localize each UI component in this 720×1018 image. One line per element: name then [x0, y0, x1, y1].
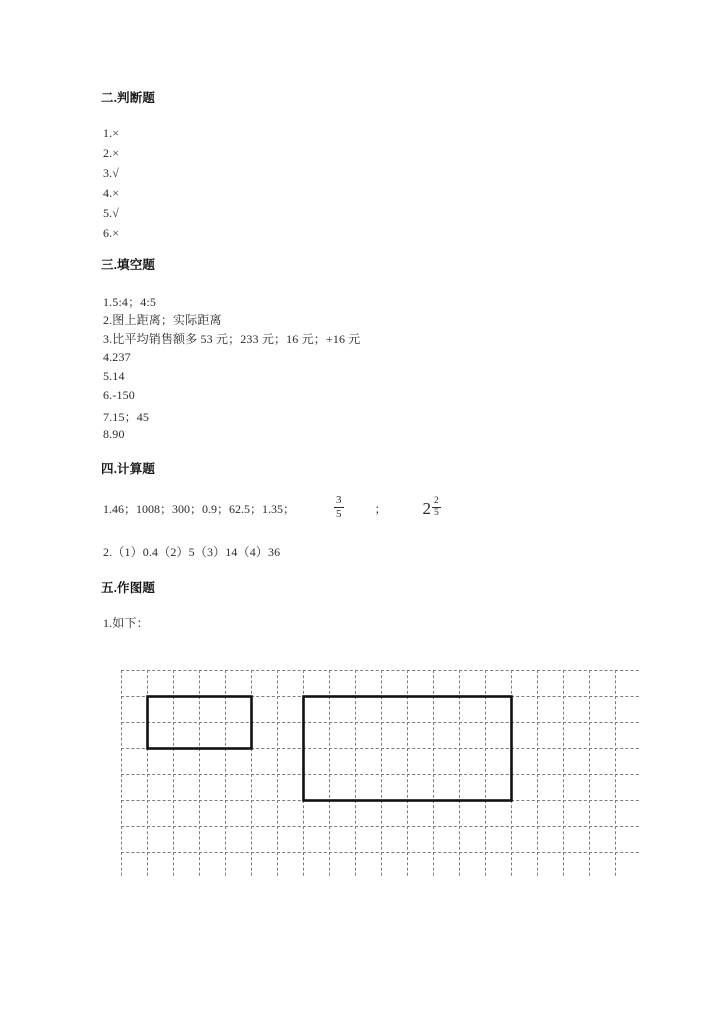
calculation-row-1-prefix: 1.46；1008；300；0.9；62.5；1.35；	[103, 502, 296, 516]
calculation-row-1	[103, 496, 442, 521]
judgement-item-2: 2.×	[103, 146, 120, 160]
fraction-three-fifths	[334, 495, 344, 520]
fill-in-blank-item-8: 8.90	[103, 427, 125, 441]
mixed-whole-part: 2	[422, 498, 432, 518]
judgement-item-5: 5.√	[103, 206, 120, 220]
fill-in-blank-item-6: 6.-150	[103, 388, 135, 402]
judgement-item-6: 6.×	[103, 226, 120, 240]
fraction-denominator: 5	[336, 508, 342, 520]
section-title-drawing: 五.作图题	[101, 581, 156, 595]
fill-in-blank-item-2: 2.图上距离；实际距离	[103, 313, 222, 327]
section-title-fill-in-blank: 三.填空题	[101, 258, 156, 272]
fill-in-blank-item-3: 3.比平均销售额多 53 元；233 元；16 元；+16 元	[103, 332, 361, 346]
section-title-calculation: 四.计算题	[101, 462, 156, 476]
fill-in-blank-item-7: 7.15；45	[103, 410, 150, 424]
fill-in-blank-item-4: 4.237	[103, 350, 131, 364]
fraction-numerator: 3	[336, 494, 342, 506]
mixed-fraction-part	[432, 497, 441, 519]
mixed-fraction-numerator: 2	[432, 497, 441, 509]
calculation-row-2: 2.（1）0.4（2）5（3）14（4）36	[103, 545, 281, 559]
mixed-fraction-denominator: 5	[434, 508, 439, 518]
mixed-number-two-and-two-fifths	[422, 495, 442, 520]
judgement-item-3: 3.√	[103, 166, 120, 180]
calculation-separator: ；	[374, 502, 387, 516]
judgement-item-4: 4.×	[103, 186, 120, 200]
drawing-item-1: 1.如下：	[103, 616, 149, 630]
section-title-judgement: 二.判断题	[101, 91, 156, 105]
fill-in-blank-item-1: 1.5:4；4:5	[103, 295, 157, 309]
judgement-item-1: 1.×	[103, 126, 120, 140]
scale-drawing-figure	[121, 670, 641, 878]
fill-in-blank-item-5: 5.14	[103, 369, 125, 383]
grid-canvas	[121, 670, 641, 878]
